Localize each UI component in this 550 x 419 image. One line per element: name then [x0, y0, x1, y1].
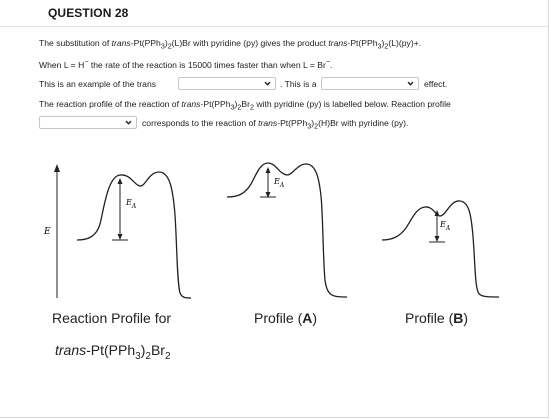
text: ) — [164, 38, 168, 48]
subscript: 2 — [164, 350, 171, 362]
subscript: 2 — [250, 103, 254, 112]
text: ) — [463, 310, 469, 326]
question-title: QUESTION 28 — [48, 6, 129, 20]
text: E — [274, 177, 280, 186]
text: (H)Br with pyridine (py). — [318, 118, 409, 128]
text: -Pt(PPh — [86, 342, 136, 358]
text: ) — [381, 38, 385, 48]
text: trans — [181, 99, 201, 109]
caption-trans-pt-br2-line2 — [55, 342, 171, 362]
text: A — [445, 225, 451, 232]
caption-profile-a — [254, 310, 317, 326]
text: the rate of the reaction is 15000 times faster than when L = Br — [88, 59, 326, 70]
text: trans — [111, 38, 131, 48]
superscript: − — [325, 58, 331, 66]
text: B — [453, 310, 464, 326]
subscript: 3 — [135, 350, 141, 362]
ea-arrowhead-up-a — [266, 167, 271, 173]
ea-label-a — [273, 177, 285, 189]
question-line-3-mid: . This is a — [280, 79, 317, 89]
profile-curve-b — [382, 201, 499, 297]
subscript: 3 — [307, 122, 312, 131]
text: Br — [150, 342, 165, 358]
text: E — [440, 220, 446, 229]
question-line-3-pre: This is an example of the trans — [39, 79, 157, 89]
text: Br — [241, 99, 250, 109]
text: Profile ( — [405, 310, 454, 326]
text: A — [279, 182, 285, 189]
text: E — [126, 198, 132, 207]
text: A — [131, 203, 137, 210]
text: with pyridine (py) is labelled below. Reaction profile — [253, 99, 451, 109]
text: ) — [311, 118, 315, 128]
question-line-3-post: effect. — [424, 79, 448, 89]
text: -Pt(PPh — [347, 38, 378, 48]
subscript: 3 — [377, 42, 382, 51]
ea-arrowhead-down-b — [435, 236, 440, 242]
text: (L)(py)+. — [388, 38, 422, 48]
profile-curve-trans-pt-br2 — [77, 172, 191, 298]
text: corresponds to the reaction of — [142, 118, 259, 128]
text: trans — [258, 118, 278, 128]
text: The reaction profile of the reaction of — [39, 99, 182, 109]
text: The substitution of — [39, 38, 112, 48]
caption-profile-b — [405, 310, 468, 326]
ea-arrowhead-up — [118, 178, 123, 184]
text: -Pt(PPh — [277, 118, 308, 128]
ea-arrowhead-down — [118, 234, 123, 240]
subscript: 2 — [167, 42, 172, 51]
subscript: 2 — [237, 103, 242, 112]
profile-curve-a — [227, 163, 347, 297]
text: (L)Br with pyridine (py) gives the product — [171, 38, 329, 48]
text: ) — [140, 342, 146, 358]
energy-axis-arrow — [54, 164, 60, 172]
superscript: − — [84, 58, 89, 66]
text: trans — [328, 38, 348, 48]
energy-axis-label: E — [44, 227, 51, 237]
ea-label — [125, 198, 137, 210]
caption-trans-pt-br2-line1: Reaction Profile for — [52, 310, 172, 326]
text: . — [330, 59, 333, 70]
ea-label-b — [439, 220, 451, 232]
text: ) — [312, 310, 318, 326]
text: When L = H — [39, 59, 85, 70]
text: trans — [55, 342, 87, 358]
text: A — [302, 310, 313, 326]
subscript: 2 — [145, 350, 151, 362]
subscript: 3 — [160, 42, 165, 51]
subscript: 3 — [230, 103, 235, 112]
text: -Pt(PPh — [200, 99, 231, 109]
text: Profile ( — [254, 310, 303, 326]
text: -Pt(PPh — [130, 38, 161, 48]
text: ) — [234, 99, 238, 109]
subscript: 2 — [384, 42, 389, 51]
subscript: 2 — [314, 122, 319, 131]
